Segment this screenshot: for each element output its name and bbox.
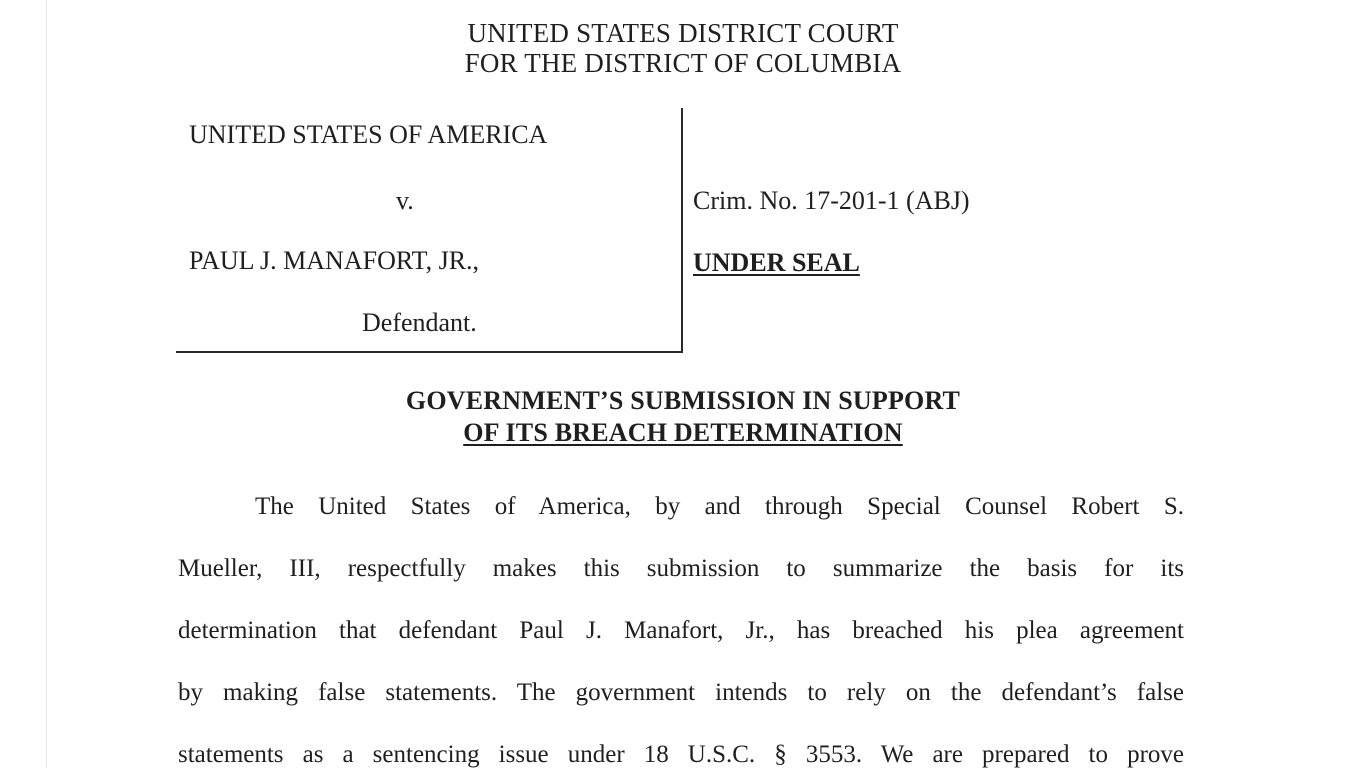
body-line: statements as a sentencing issue under 18 U.S.C. § 3553. We are prepared to prove (178, 741, 1184, 768)
page-edge (46, 0, 47, 768)
body-paragraph (178, 476, 1184, 768)
court-district: FOR THE DISTRICT OF COLUMBIA (464, 48, 902, 78)
case-caption (176, 108, 683, 353)
caption-defendant-name: PAUL J. MANAFORT, JR., (189, 246, 480, 275)
body-line: by making false statements. The government intends to rely on the defendant’s false (178, 679, 1184, 706)
body-line: determination that defendant Paul J. Manafort, Jr., has breached his plea agreement (178, 617, 1184, 644)
caption-versus: v. (396, 186, 414, 215)
document-title-line-2 (0, 417, 1366, 449)
under-seal-label: UNDER SEAL (693, 248, 860, 277)
document-title-line-1: GOVERNMENT’S SUBMISSION IN SUPPORT (405, 386, 961, 415)
document-title (0, 385, 1366, 449)
case-number: Crim. No. 17-201-1 (ABJ) (693, 186, 970, 215)
court-header (0, 18, 1366, 78)
body-line: Mueller, III, respectfully makes this submission to summarize the basis for its (178, 555, 1184, 582)
caption-defendant-role: Defendant. (362, 308, 477, 337)
body-line: The United States of America, by and through Special Counsel Robert S. (255, 493, 1184, 520)
caption-plaintiff: UNITED STATES OF AMERICA (189, 120, 548, 149)
court-name: UNITED STATES DISTRICT COURT (467, 18, 899, 48)
document-title-line-2-text: OF ITS BREACH DETERMINATION (463, 418, 903, 447)
